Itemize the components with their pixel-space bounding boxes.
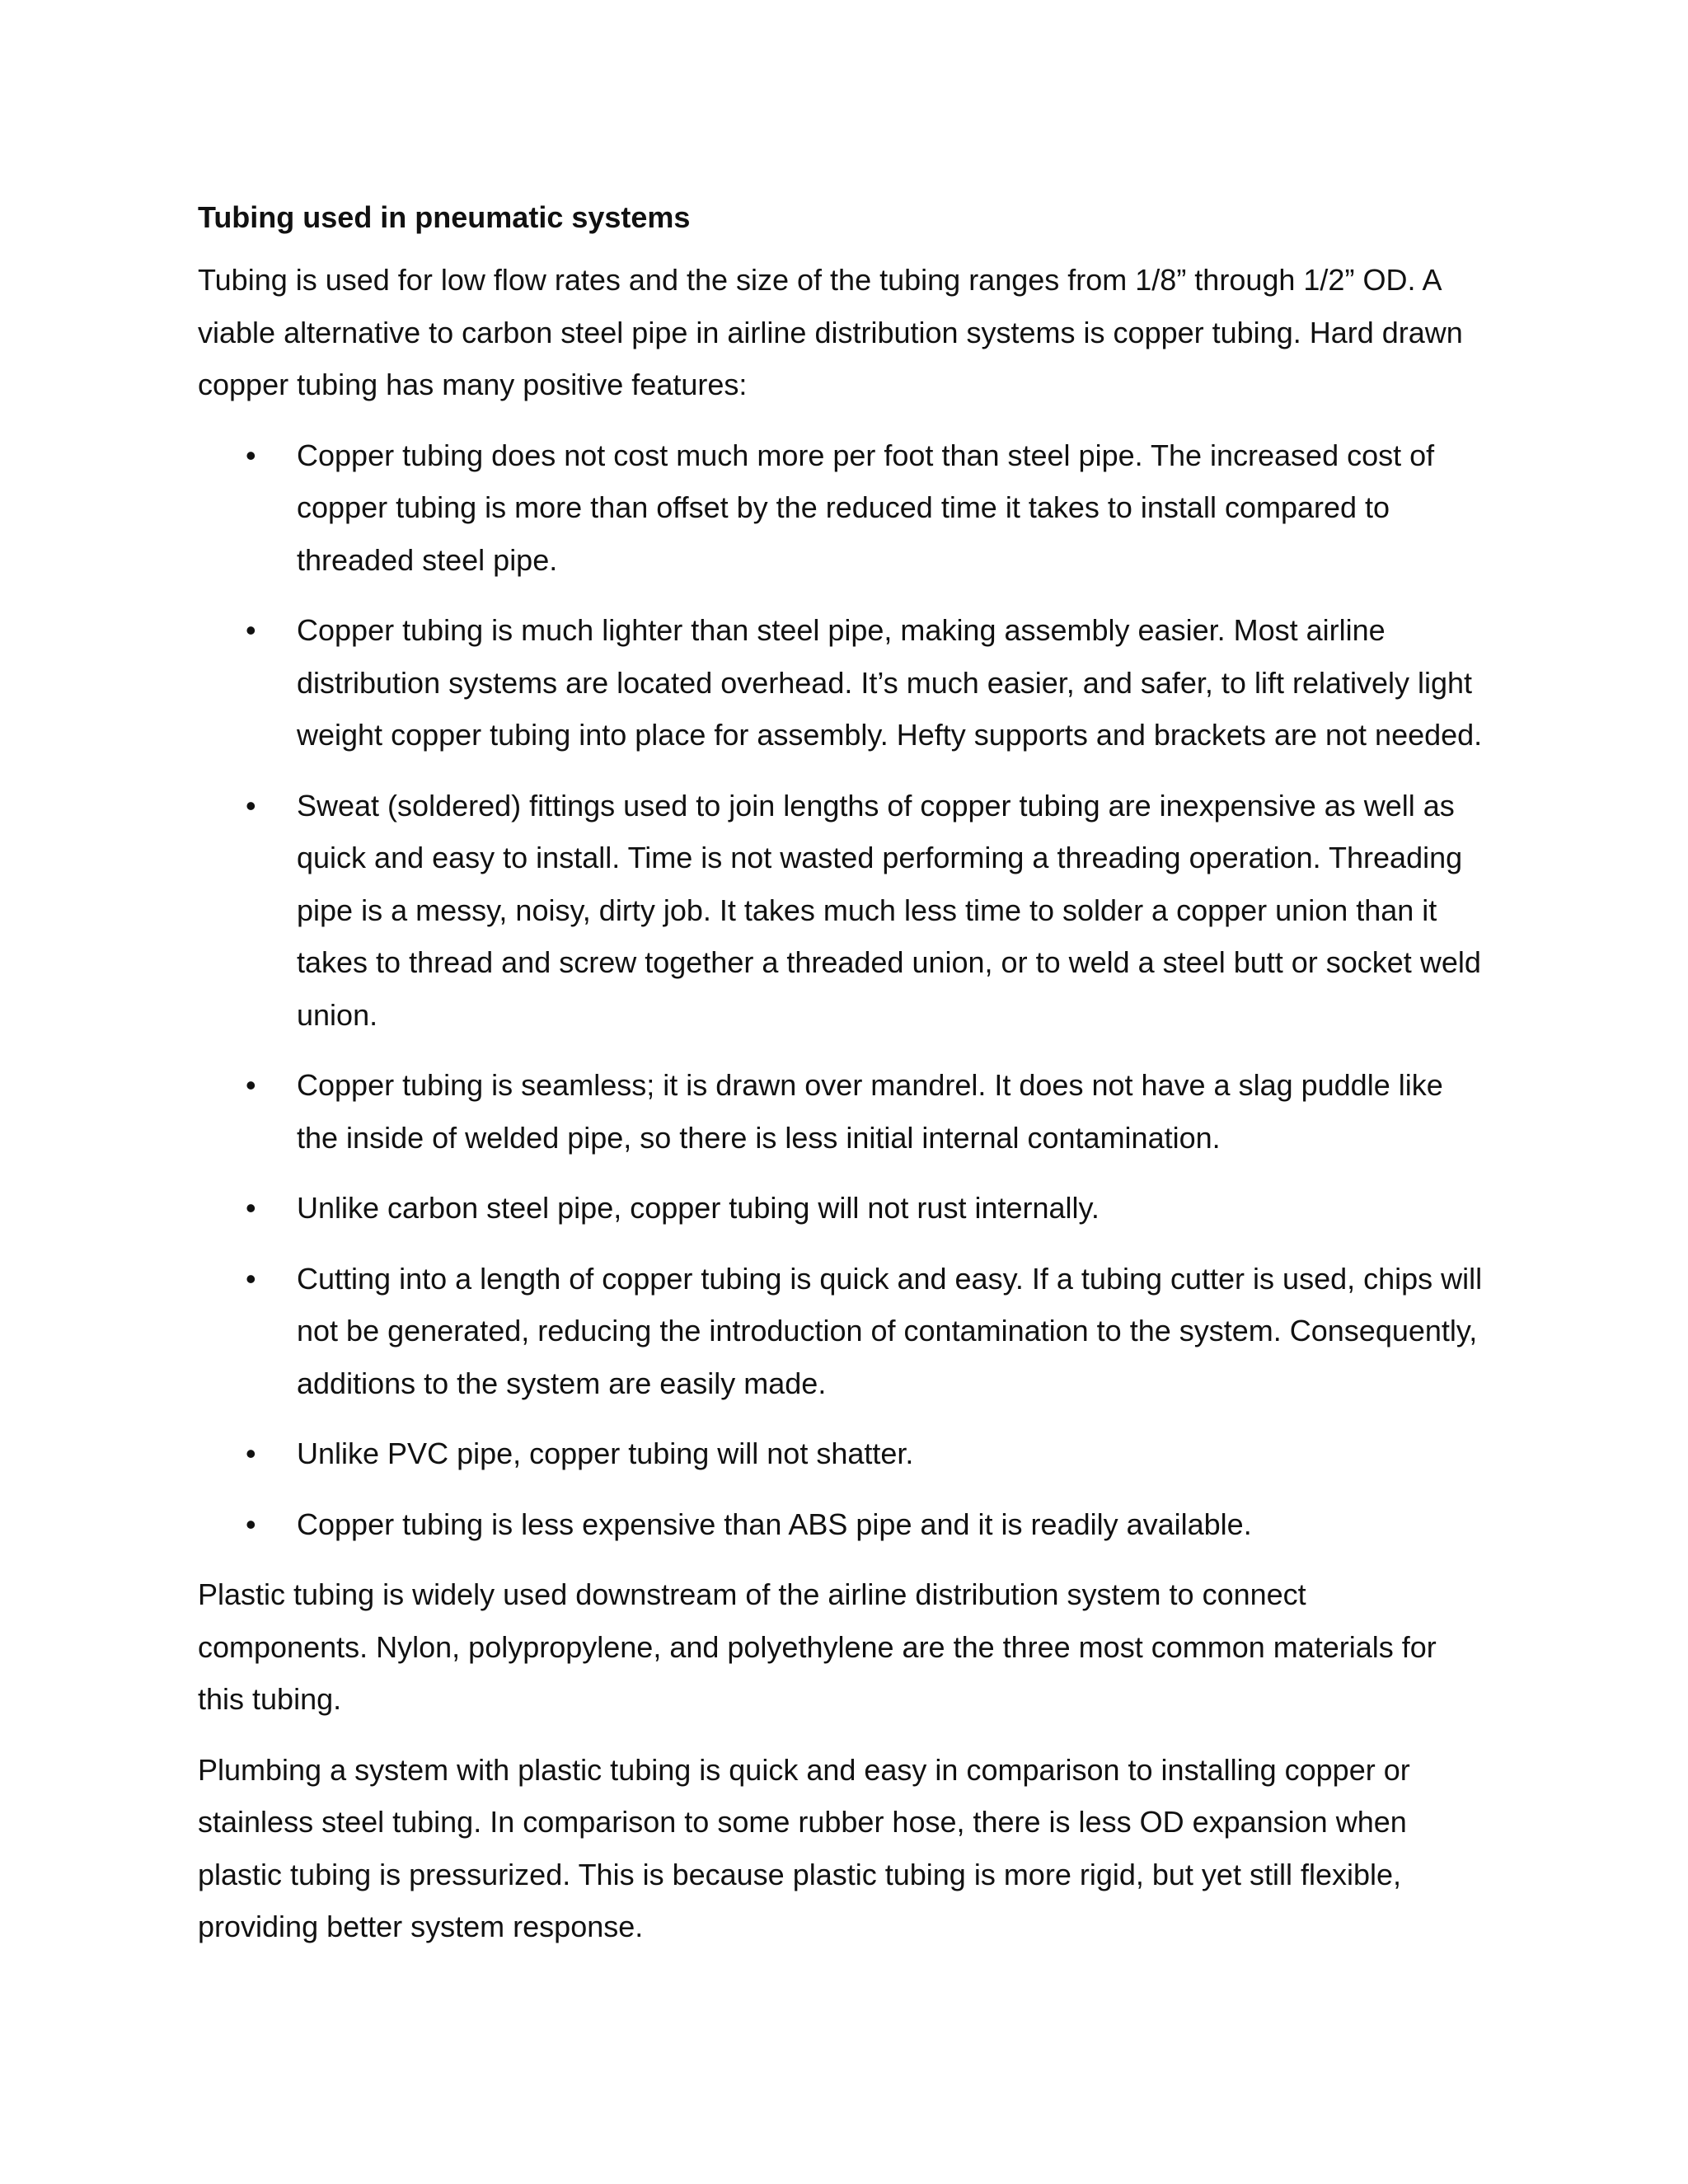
list-item-text: Copper tubing does not cost much more per foot than steel pipe. The increased cost of copper tubing is more than offset by the reduced time it takes to install compared to threaded steel pipe. — [297, 438, 1435, 577]
list-item-text: Unlike carbon steel pipe, copper tubing will not rust internally. — [297, 1191, 1100, 1225]
plastic-tubing-paragraph: Plastic tubing is widely used downstream of the airline distribution system to connect components. Nylon, polypropylene, and polyethylene are the three most common materials for this tubing. — [198, 1577, 1437, 1716]
section-heading: Tubing used in pneumatic systems — [198, 200, 691, 234]
bullet-icon: • — [246, 1068, 256, 1102]
list-item-text: Unlike PVC pipe, copper tubing will not shatter. — [297, 1436, 914, 1470]
list-item — [198, 1427, 1484, 1480]
list-item — [198, 1182, 1484, 1235]
list-item — [198, 604, 1484, 762]
features-list — [198, 429, 1484, 1551]
bullet-icon: • — [246, 1507, 256, 1541]
bullet-icon: • — [246, 613, 256, 647]
list-item — [198, 429, 1484, 587]
bullet-icon: • — [246, 1191, 256, 1225]
list-item-text: Sweat (soldered) fittings used to join lengths of copper tubing are inexpensive as well as quick and easy to install. Time is not wasted performing a threading operation. Threading pipe is a messy, noisy, dirty job. It takes much less time to solder a copper union than it takes to thread and screw together a threaded union, or to weld a steel butt or socket weld union. — [297, 788, 1481, 1032]
document-body — [198, 191, 1484, 1971]
list-item — [198, 1253, 1484, 1410]
list-item-text: Copper tubing is much lighter than steel pipe, making assembly easier. Most airline distribution systems are located overhead. It’s much easier, and safer, to lift relatively light weight copper tubing into place for assembly. Hefty supports and brackets are not needed. — [297, 613, 1483, 752]
list-item — [198, 780, 1484, 1042]
plumbing-paragraph: Plumbing a system with plastic tubing is quick and easy in comparison to installing copper or stainless steel tubing. In comparison to some rubber hose, there is less OD expansion when plastic tubing is pressurized. This is because plastic tubing is more rigid, but yet still flexible, providing better system response. — [198, 1752, 1410, 1943]
list-item — [198, 1498, 1484, 1551]
list-item-text: Cutting into a length of copper tubing is quick and easy. If a tubing cutter is used, chips will not be generated, reducing the introduction of contamination to the system. Consequently, additions to the system are easily made. — [297, 1261, 1483, 1400]
bullet-icon: • — [246, 1261, 256, 1296]
list-item-text: Copper tubing is less expensive than ABS pipe and it is readily available. — [297, 1507, 1252, 1541]
bullet-icon: • — [246, 1436, 256, 1470]
list-item-text: Copper tubing is seamless; it is drawn over mandrel. It does not have a slag puddle like the inside of welded pipe, so there is less initial internal contamination. — [297, 1068, 1443, 1155]
bullet-icon: • — [246, 788, 256, 823]
bullet-icon: • — [246, 438, 256, 472]
list-item — [198, 1059, 1484, 1164]
intro-paragraph: Tubing is used for low flow rates and the size of the tubing ranges from 1/8” through 1/2” OD. A viable alternative to carbon steel pipe in airline distribution systems is copper tubing. Hard drawn copper tubing has many positive features: — [198, 263, 1463, 401]
